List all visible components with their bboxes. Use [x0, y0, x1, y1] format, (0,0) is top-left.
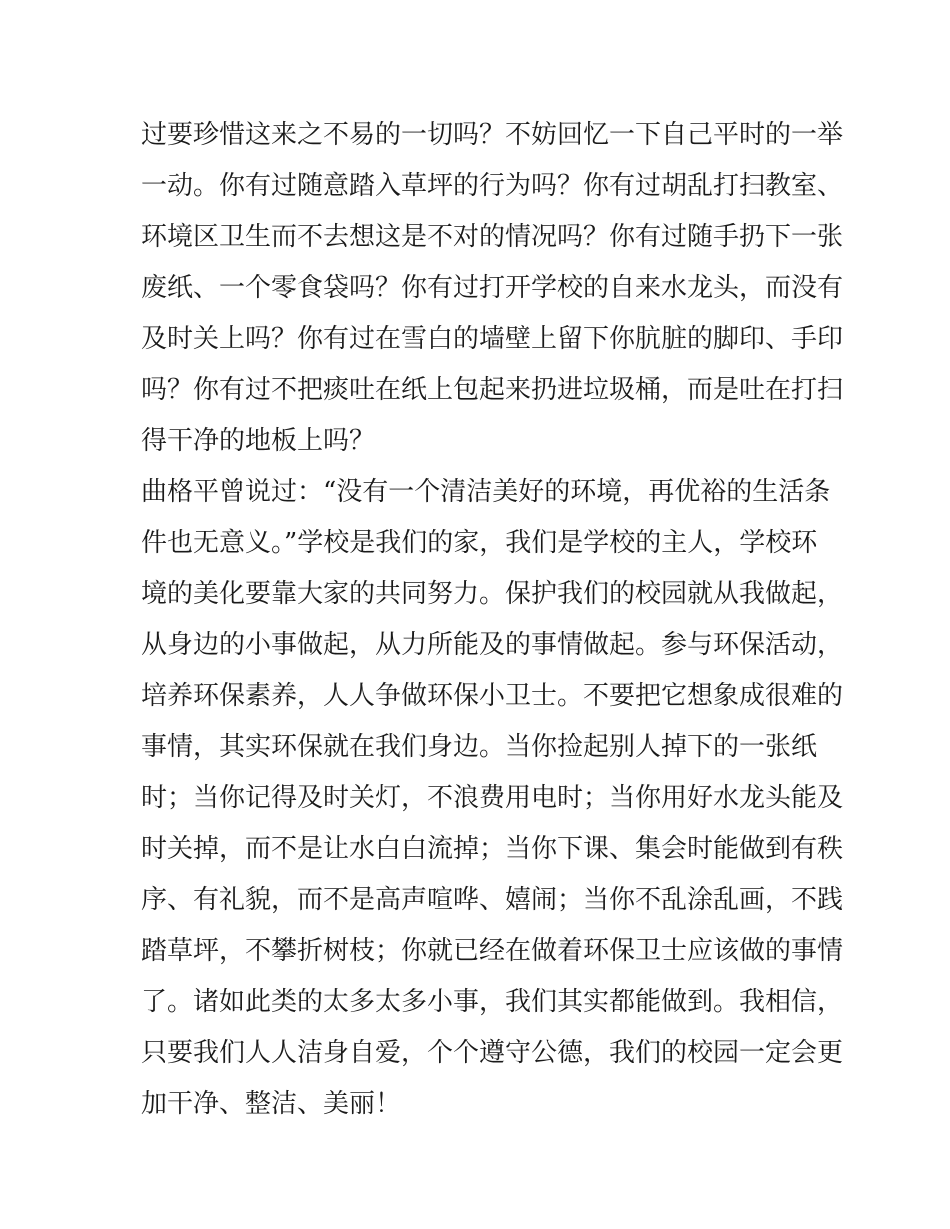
text-line: 及时关上吗？你有过在雪白的墙壁上留下你肮脏的脚印、手印 — [141, 324, 844, 354]
text-line: 只要我们人人洁身自爱，个个遵守公德，我们的校园一定会更 — [141, 1038, 844, 1068]
text-line: 时关掉，而不是让水白白流掉；当你下课、集会时能做到有秩 — [141, 834, 844, 864]
text-line: 了。诸如此类的太多太多小事，我们其实都能做到。我相信， — [141, 987, 844, 1017]
text-line: 环境区卫生而不去想这是不对的情况吗？你有过随手扔下一张 — [141, 222, 844, 252]
text-line: 培养环保素养，人人争做环保小卫士。不要把它想象成很难的 — [141, 681, 844, 711]
paragraph-1 — [141, 110, 844, 467]
text-line: 踏草坪，不攀折树枝；你就已经在做着环保卫士应该做的事情 — [141, 936, 844, 966]
text-line: 从身边的小事做起，从力所能及的事情做起。参与环保活动， — [141, 630, 844, 660]
text-line: 时；当你记得及时关灯，不浪费用电时；当你用好水龙头能及 — [141, 783, 844, 813]
body-text — [141, 110, 844, 1130]
text-line: 曲格平曾说过：“没有一个清洁美好的环境，再优裕的生活条 — [141, 477, 831, 507]
text-line: 序、有礼貌，而不是高声喧哗、嬉闹；当你不乱涂乱画，不践 — [141, 885, 844, 915]
text-line: 吗？你有过不把痰吐在纸上包起来扔进垃圾桶，而是吐在打扫 — [141, 375, 844, 405]
text-line: 加干净、整洁、美丽！ — [141, 1089, 402, 1119]
text-line: 得干净的地板上吗？ — [141, 426, 376, 456]
text-line: 一动。你有过随意踏入草坪的行为吗？你有过胡乱打扫教室、 — [141, 171, 844, 201]
text-line: 件也无意义。”学校是我们的家，我们是学校的主人，学校环 — [141, 528, 818, 558]
text-line: 废纸、一个零食袋吗？你有过打开学校的自来水龙头，而没有 — [141, 273, 844, 303]
text-line: 境的美化要靠大家的共同努力。保护我们的校园就从我做起， — [141, 579, 844, 609]
text-line: 过要珍惜这来之不易的一切吗？不妨回忆一下自己平时的一举 — [141, 120, 844, 150]
text-line: 事情，其实环保就在我们身边。当你捡起别人掉下的一张纸 — [141, 732, 818, 762]
paragraph-2 — [141, 467, 844, 1130]
